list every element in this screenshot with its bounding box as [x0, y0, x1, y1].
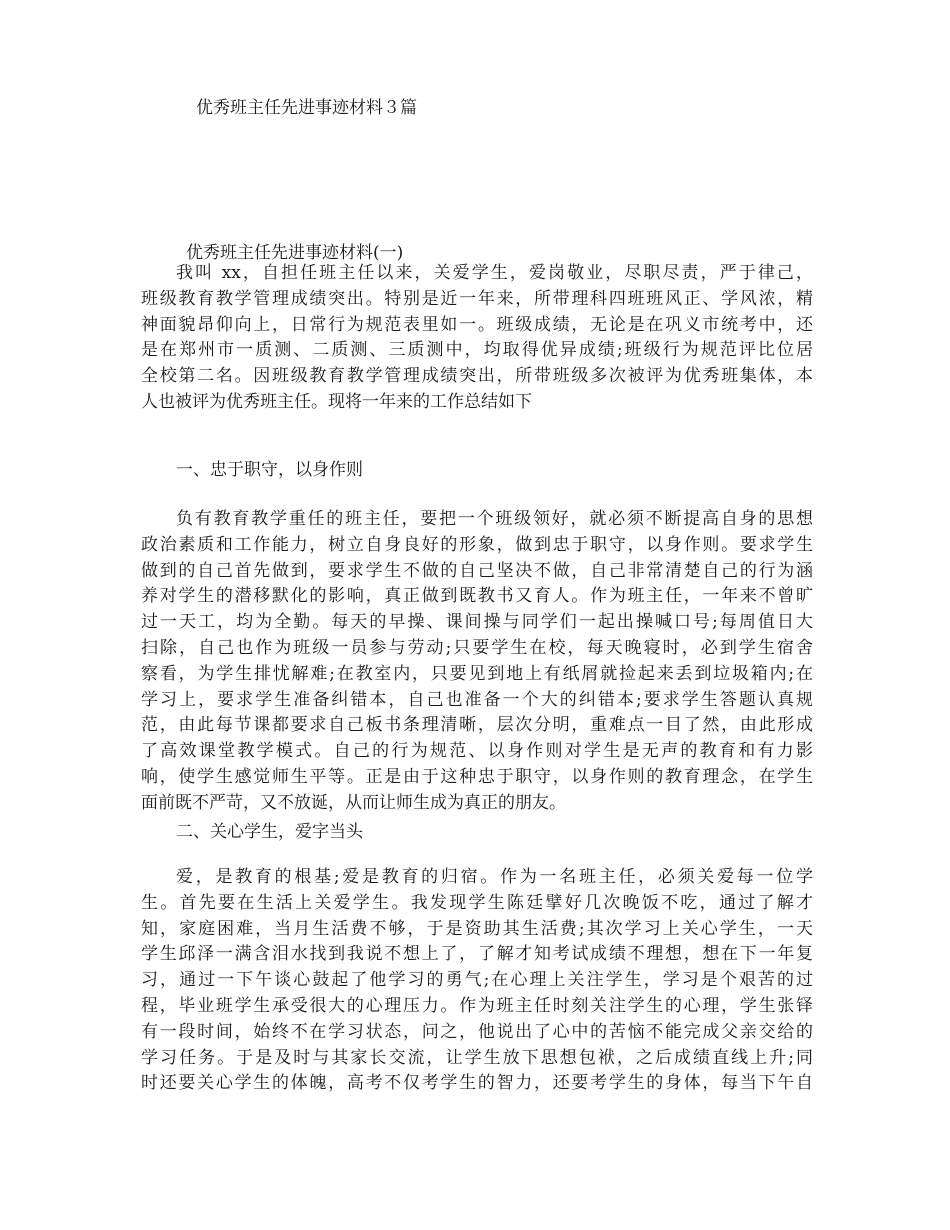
paragraph-line: 有一段时间，始终不在学习状态，问之，他说出了心中的苦恼不能完成父亲交给的 — [141, 1021, 813, 1042]
document-title: 优秀班主任先进事迹材料３篇 — [196, 98, 417, 118]
paragraph-line: 全校第二名。因班级教育教学管理成绩突出，所带班级多次被评为优秀班集体，本 — [141, 366, 813, 387]
paragraph-line: 生。首先要在生活上关爱学生。我发现学生陈廷擘好几次晚饭不吃，通过了解才 — [141, 892, 813, 913]
paragraph-line: 程，毕业班学生承受很大的心理压力。作为班主任时刻关注学生的心理，学生张铎 — [141, 995, 813, 1016]
paragraph-line: 扫除，自己也作为班级一员参与劳动;只要学生在校，每天晚寝时，必到学生宿舍 — [141, 637, 813, 658]
paragraph-line: 响，使学生感觉师生平等。正是由于这种忠于职守，以身作则的教育理念，在学生 — [141, 766, 813, 787]
heading-loyalty: 一、忠于职守，以身作则 — [176, 460, 363, 480]
care-paragraph — [141, 865, 813, 1097]
paragraph-line: 政治素质和工作能力，树立自身良好的形象，做到忠于职守，以身作则。要求学生 — [141, 534, 813, 555]
loyalty-paragraph — [141, 507, 813, 817]
paragraph-line: 班级教育教学管理成绩突出。特别是近一年来，所带理科四班班风正、学风浓，精 — [141, 288, 813, 309]
paragraph-line: 人也被评为优秀班主任。现将一年来的工作总结如下 — [141, 391, 532, 412]
paragraph-line: 是在郑州市一质测、二质测、三质测中，均取得优异成绩;班级行为规范评比位居 — [141, 340, 813, 361]
paragraph-line: 学习任务。于是及时与其家长交流，让学生放下思想包袱，之后成绩直线上升;同 — [141, 1047, 813, 1068]
paragraph-line: 爱，是教育的根基;爱是教育的归宿。作为一名班主任，必须关爱每一位学 — [176, 867, 813, 887]
paragraph-line: 范，由此每节课都要求自己板书条理清晰，层次分明，重难点一目了然，由此形成 — [141, 715, 813, 736]
paragraph-line: 时还要关心学生的体魄，高考不仅考学生的智力，还要考学生的身体，每当下午自 — [141, 1073, 813, 1094]
paragraph-line: 了高效课堂教学模式。自己的行为规范、以身作则对学生是无声的教育和有力影 — [141, 741, 813, 762]
intro-paragraph — [141, 261, 813, 416]
paragraph-line: 学生邱泽一满含泪水找到我说不想上了，了解才知考试成绩不理想，想在下一年复 — [141, 944, 813, 965]
heading-care: 二、关心学生，爱字当头 — [176, 822, 363, 842]
paragraph-line: 知，家庭困难，当月生活费不够，于是资助其生活费;其次学习上关心学生，一天 — [141, 918, 813, 939]
paragraph-line: 学习上，要求学生准备纠错本，自己也准备一个大的纠错本;要求学生答题认真规 — [141, 689, 813, 710]
section-title: 优秀班主任先进事迹材料(一) — [186, 243, 404, 263]
paragraph-line: 做到的自己首先做到，要求学生不做的自己坚决不做，自己非常清楚自己的行为涵 — [141, 560, 813, 581]
paragraph-line: 我叫 xx，自担任班主任以来，关爱学生，爱岗敬业，尽职尽责，严于律己， — [176, 263, 813, 283]
paragraph-line: 过一天工，均为全勤。每天的早操、课间操与同学们一起出操喊口号;每周值日大 — [141, 612, 813, 633]
paragraph-line: 神面貌昂仰向上，日常行为规范表里如一。班级成绩，无论是在巩义市统考中，还 — [141, 314, 813, 335]
paragraph-line: 面前既不严苛，又不放诞，从而让师生成为真正的朋友。 — [141, 792, 566, 813]
paragraph-line: 习，通过一下午谈心鼓起了他学习的勇气;在心理上关注学生，学习是个艰苦的过 — [141, 970, 813, 991]
paragraph-line: 养对学生的潜移默化的影响，真正做到既教书又育人。作为班主任，一年来不曾旷 — [141, 586, 813, 607]
paragraph-line: 察看，为学生排忧解难;在教室内，只要见到地上有纸屑就捡起来丢到垃圾箱内;在 — [141, 663, 813, 684]
paragraph-line: 负有教育教学重任的班主任，要把一个班级领好，就必须不断提高自身的思想 — [176, 509, 813, 529]
